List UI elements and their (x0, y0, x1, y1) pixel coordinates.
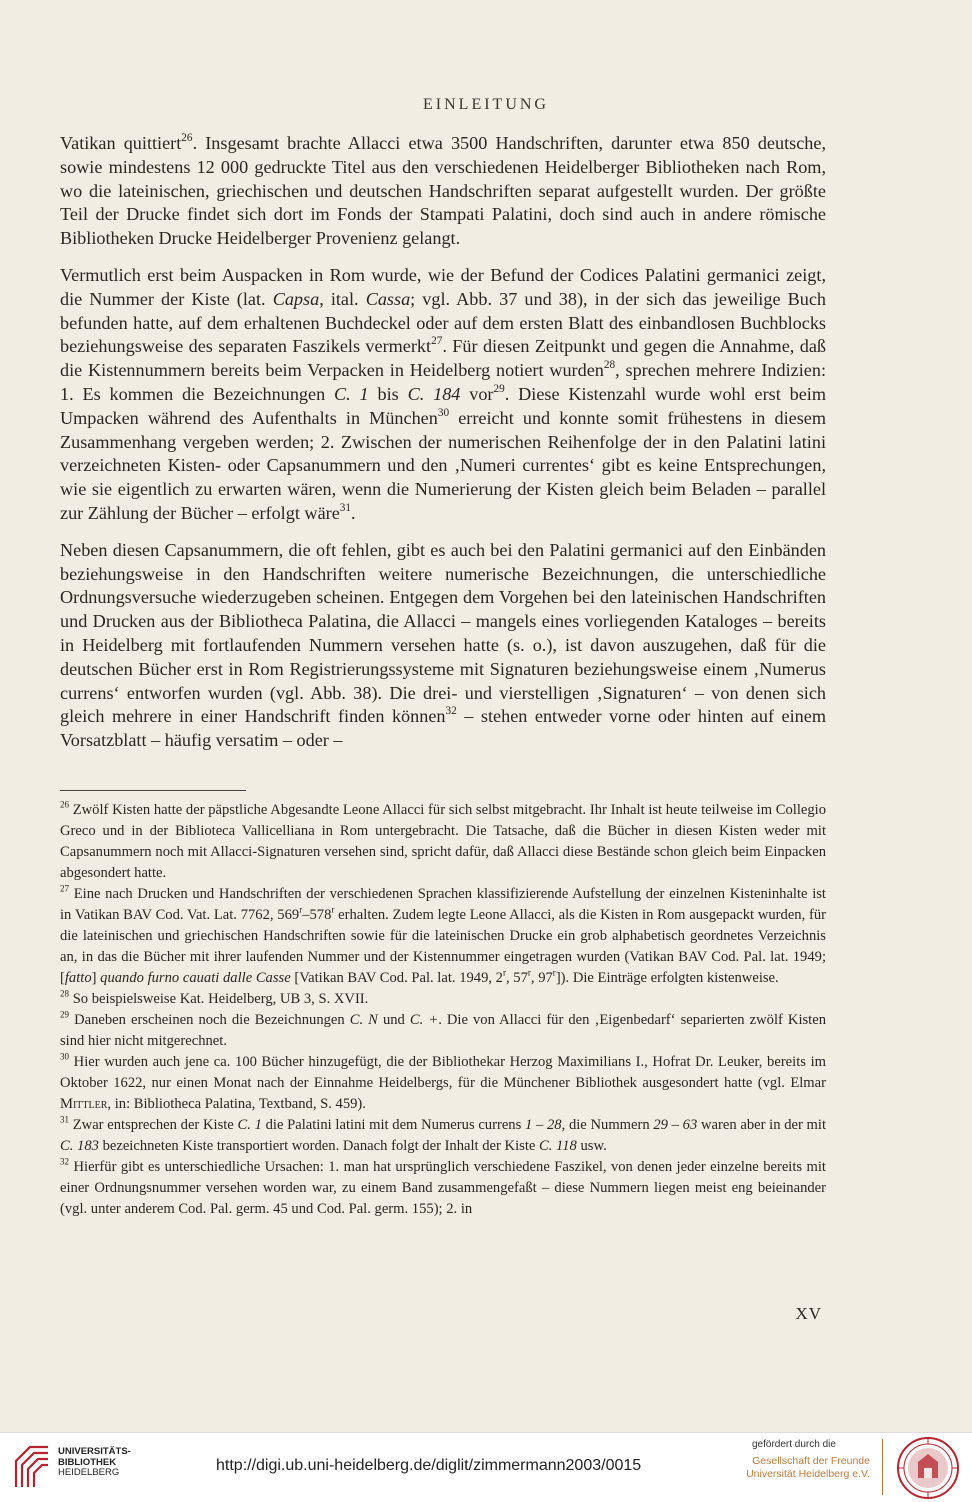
text-run: die Palatini latini mit dem Numerus currens (261, 1117, 525, 1133)
footnote (60, 800, 826, 884)
text-run: waren aber in der mit (697, 1117, 827, 1133)
footnote-ref: r (502, 967, 506, 978)
italic-run: C. 118 (539, 1138, 577, 1154)
running-head: EINLEITUNG (423, 96, 549, 113)
footer-divider (882, 1439, 883, 1495)
text-run: usw. (576, 1138, 607, 1154)
text-run: Hierfür gibt es unterschiedliche Ursachen: 1. man hat ursprünglich verschiedene Faszikel, von denen jeder einzelne bereits mit einer Ordnungsnummer versehen worden war, zu einem Band zusammengefaßt – diese Nummern liegen meist eng beieinander (vgl. unter anderem Cod. Pal. germ. 45 und Cod. Pal. germ. 155); 2. in (60, 1159, 826, 1217)
italic-run: quando furno cauati dalle Casse (100, 970, 291, 986)
footnote-ref: r (331, 904, 335, 915)
text-run: Daneben erscheinen noch die Bezeichnungen (69, 1012, 350, 1028)
digitization-footer (0, 1432, 972, 1502)
text-run: . (351, 502, 356, 523)
footnote-ref: 31 (339, 502, 352, 515)
text-run: . Für diesen Zeitpunkt und gegen die Annahme, daß die Kistennummern bereits beim Verpacken in Heidelberg notiert wurden (60, 336, 826, 381)
text-run: Zwar entsprechen der Kiste (69, 1117, 238, 1133)
page-number: XV (795, 1304, 822, 1323)
italic-run: 29 – 63 (653, 1117, 698, 1133)
italic-run: C. N (349, 1012, 378, 1028)
text-run: , die Nummern (561, 1117, 654, 1133)
text-run: Zwölf Kisten hatte der päpstliche Abgesandte Leone Allacci für sich selbst mitgebracht. Ihr Inhalt ist heute teilweise im Collegio Greco und in der Biblioteca Vallicelliana in Rom untergebracht. Die Tatsache, daß die Bücher in diesen Kisten weder mit Capsanummern noch mit Allacci-Signaturen versehen sind, spricht dafür, daß Allacci diese Bestände schon gleich beim Einpacken abgesondert hatte. (60, 802, 826, 881)
footnote-ref: 28 (60, 988, 70, 999)
text-run: . Diese Kistenzahl wurde wohl erst beim Umpacken während des Aufenthalts in München (60, 383, 826, 428)
footnote-ref: 30 (60, 1051, 70, 1062)
text-run: –578 (302, 907, 332, 923)
italic-run: C. 1 (237, 1117, 262, 1133)
italic-run: C. + (409, 1012, 439, 1028)
footnote-divider (60, 790, 246, 791)
text-run: Hier wurden auch jene ca. 100 Bücher hinzugefügt, die der Bibliothekar Herzog Maximilians I., Hofrat Dr. Leuker, bereits im Oktober 1622, nur einen Monat nach der Einnahme Heidelbergs, für die Münchener Bibliothek ausgesondert hatte (vgl. Elmar (60, 1054, 826, 1091)
text-run: bezeichneten Kiste transportiert worden. Danach folgt der Inhalt der Kiste (98, 1138, 540, 1154)
text-run: . Insgesamt brachte Allacci etwa 3500 Handschriften, darunter etwa 850 deutsche, sowie mindestens 12 000 gedruckte Titel aus den verschiedenen Heidelberger Bibliotheken nach Rom, wo die lateinischen, griechischen und deutschen Handschriften separat aufgestellt wurden. Der größte Teil der Drucke findet sich dort im Fonds der Stampati Palatini, doch sind auch in andere römische Bibliotheken Drucke Heidelberger Provenienz gelangt. (60, 133, 826, 249)
paragraph (60, 264, 826, 526)
footnotes (60, 800, 826, 1220)
footnote (60, 1157, 826, 1220)
text-run: , sprechen mehrere Indizien: 1. Es kommen die Bezeichnungen (60, 360, 826, 404)
text-run: Eine nach Drucken und Handschriften der verschiedenen Sprachen klassifizierende Aufstellung der einzelnen Kisteninhalte ist in Vatikan BAV Cod. Vat. Lat. 7762, 569 (60, 886, 826, 923)
footnote-ref: r (527, 967, 531, 978)
text-run: , in: Bibliotheca Palatina, Textband, S. 459). (107, 1096, 366, 1112)
footnote-ref: 31 (60, 1114, 70, 1125)
text-run: bis (368, 383, 408, 404)
sponsor-name: Gesellschaft der Freunde Universität Heidelberg e.V. (746, 1455, 870, 1480)
italic-run: Cassa (365, 288, 411, 309)
main-text (60, 132, 826, 766)
footnote-ref: r (299, 904, 303, 915)
text-run: vor (460, 383, 494, 404)
text-run: Vatikan quittiert (60, 133, 182, 153)
text-run: , 97 (530, 970, 553, 986)
footnote (60, 1010, 826, 1052)
text-run: , 57 (506, 970, 528, 986)
sponsor-label: gefördert durch die (752, 1439, 836, 1450)
footnote-ref: 26 (60, 799, 70, 810)
library-logo-icon (8, 1441, 54, 1491)
paragraph (60, 132, 826, 251)
library-name: UNIVERSITÄTS- BIBLIOTHEK HEIDELBERG (58, 1446, 131, 1478)
text-run: ] (91, 970, 101, 986)
footnote-ref: 32 (445, 705, 457, 718)
italic-run: C. 1 (334, 383, 369, 404)
italic-run: Capsa (272, 288, 320, 309)
footnote-ref: 26 (181, 132, 193, 145)
text-run: . Die von Allacci für den ‚Eigenbedarf‘ separierten zwölf Kisten sind hier nicht mitgerechnet. (60, 1012, 827, 1049)
text-run: und (377, 1012, 410, 1028)
footnote (60, 1115, 826, 1157)
text-run: ; vgl. Abb. 37 und 38), in der sich das jeweilige Buch befunden hatte, auf dem erhaltenen Buchdeckel oder auf dem ersten Blatt des einbandlosen Buchblocks beziehungsweise des separaten Faszikels vermerkt (60, 288, 826, 357)
university-seal-icon (896, 1436, 960, 1500)
italic-run: C. 183 (60, 1138, 99, 1154)
footnote-ref: 29 (493, 383, 505, 396)
text-run: So beispielsweise Kat. Heidelberg, UB 3, S. XVII. (69, 991, 369, 1007)
footnote-ref: 28 (603, 359, 616, 372)
text-run: Vermutlich erst beim Auspacken in Rom wurde, wie der Befund der Codices Palatini germanici zeigt, die Nummer der Kiste (lat. (60, 264, 826, 309)
text-run: erreicht und konnte somit frühestens in diesem Zusammenhang vergeben werden; 2. Zwischen der numerischen Reihenfolge der in den Palatini latini verzeichneten Kisten- oder Capsanummern und den ‚Numeri currentes‘ gibt es keine Entsprechungen, wie sie eigentlich zu erwarten wären, wenn die Numerierung der Kisten gleich beim Beladen – parallel zur Zählung der Bücher – erfolgt wäre (60, 407, 826, 523)
footnote (60, 1052, 826, 1115)
italic-run: C. 184 (407, 383, 461, 404)
small-caps-run: Mittler (60, 1096, 108, 1112)
footnote-ref: 27 (60, 883, 70, 894)
text-run: – stehen entweder vorne oder hinten auf einem Vorsatzblatt – häufig versatim – oder – (60, 706, 826, 751)
italic-run: 1 – 28 (524, 1117, 562, 1133)
permalink[interactable]: http://digi.ub.uni-heidelberg.de/diglit/zimmermann2003/0015 (216, 1457, 642, 1474)
footnote (60, 884, 826, 989)
footnote-ref: 29 (60, 1009, 70, 1020)
footnote-ref: 30 (437, 406, 450, 419)
footnote-ref: r (552, 967, 556, 978)
italic-run: fatto (64, 970, 92, 986)
text-run: [Vatikan BAV Cod. Pal. lat. 1949, 2 (290, 970, 503, 986)
text-run: ]). Die Einträge erfolgten kistenweise. (555, 970, 779, 986)
text-run: , ital. (319, 288, 366, 309)
text-run: erhalten. Zudem legte Leone Allacci, als die Kisten in Rom ausgepackt wurden, für die lateinischen und griechischen Handschriften sowie für die lateinischen Drucke ein grob alphabetisch geordnetes Verzeichnis an, in das die Bücher mit ihrer laufenden Nummer und der Kistennummer eingetragen wurden (Vatikan BAV Cod. Pal. lat. 1949; [ (60, 907, 826, 986)
footnote-ref: 27 (431, 335, 443, 348)
footnote (60, 989, 826, 1010)
text-run: Neben diesen Capsanummern, die oft fehlen, gibt es auch bei den Palatini germanici auf den Einbänden beziehungsweise in den Handschriften weitere numerische Bezeichnungen, die unterschiedliche Ordnungsversuche wiederzugeben scheinen. Entgegen dem Vorgehen bei den lateinischen Handschriften und Drucken aus der Bibliotheca Palatina, die Allacci – mangels eines vorliegenden Kataloges – bereits in Heidelberg mit fortlaufenden Nummern versehen hatte (s. o.), ist davon auszugehen, daß für die deutschen Bücher erst in Rom Registrierungssysteme mit Signaturen beziehungsweise einem ‚Numerus currens‘ entworfen wurden (vgl. Abb. 38). Die drei- und vierstelligen ‚Signaturen‘ – von denen sich gleich mehrere in einer Handschrift finden können (60, 539, 826, 727)
paragraph (60, 539, 826, 753)
footnote-ref: 32 (60, 1156, 70, 1167)
